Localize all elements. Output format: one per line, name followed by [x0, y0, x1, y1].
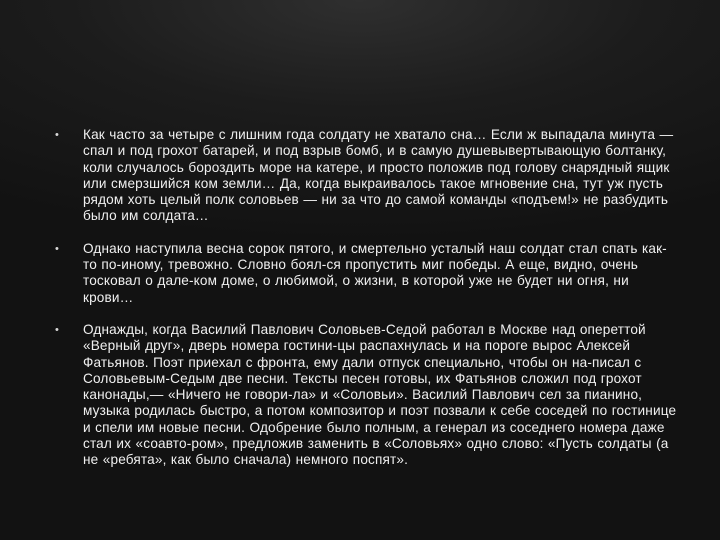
- bullet-item-3: [50, 322, 680, 469]
- bullet-icon: •: [55, 129, 60, 141]
- bullet-item-1: [50, 127, 680, 225]
- paragraph-text: Однако наступила весна сорок пятого, и смертельно усталый наш солдат стал спать как-то по-иному, тревожно. Словно боял-ся пропустить миг победы. А еще, видно, очень тосковал о дале-ком доме, о любимой, о жизни, в которой уже не будет ни огня, ни крови…: [83, 240, 667, 305]
- bullet-list: [50, 127, 680, 485]
- bullet-icon: •: [55, 323, 60, 336]
- paragraph-text: Однажды, когда Василий Павлович Соловьев-Седой работал в Москве над опереттой «Верный друг», дверь номера гостини-цы распахнулась и на пороге вырос Алексей Фатьянов. Поэт приехал с фронта, ему дали отпуск специально, чтобы он на-писал с Соловьевым-Седым две песни. Тексты песен готовы, их Фатьянов сложил под грохот канонады,— «Ничего не говори-ла» и «Соловьи». Василий Павлович сел за пианино, музыка родилась быстро, а потом композитор и поэт позвали к себе соседей по гостинице и спели им новые песни. Одобрение было полным, а генерал из соседнего номера даже стал их «соавто-ром», предложив заменить в «Соловьях» одно слово: «Пусть солдаты (а не «ребята», как было сначала) немного поспят».: [83, 321, 677, 468]
- bullet-icon: •: [55, 242, 60, 255]
- bullet-item-2: [50, 241, 680, 306]
- paragraph-text: Как часто за четыре с лишним года солдату не хватало сна… Если ж выпадала минута — спал и под грохот батарей, и под взрыв бомб, и в самую душевывертывающую болтанку, коли случалось бороздить море на катере, и просто положив под голову снарядный ящик или смерзшийся ком земли… Да, когда выкраивалось такое мгновение сна, тут уж пусть рядом хоть целый полк соловьев — ни за что до самой команды «подъем!» не разбудить было им солдата…: [83, 127, 674, 224]
